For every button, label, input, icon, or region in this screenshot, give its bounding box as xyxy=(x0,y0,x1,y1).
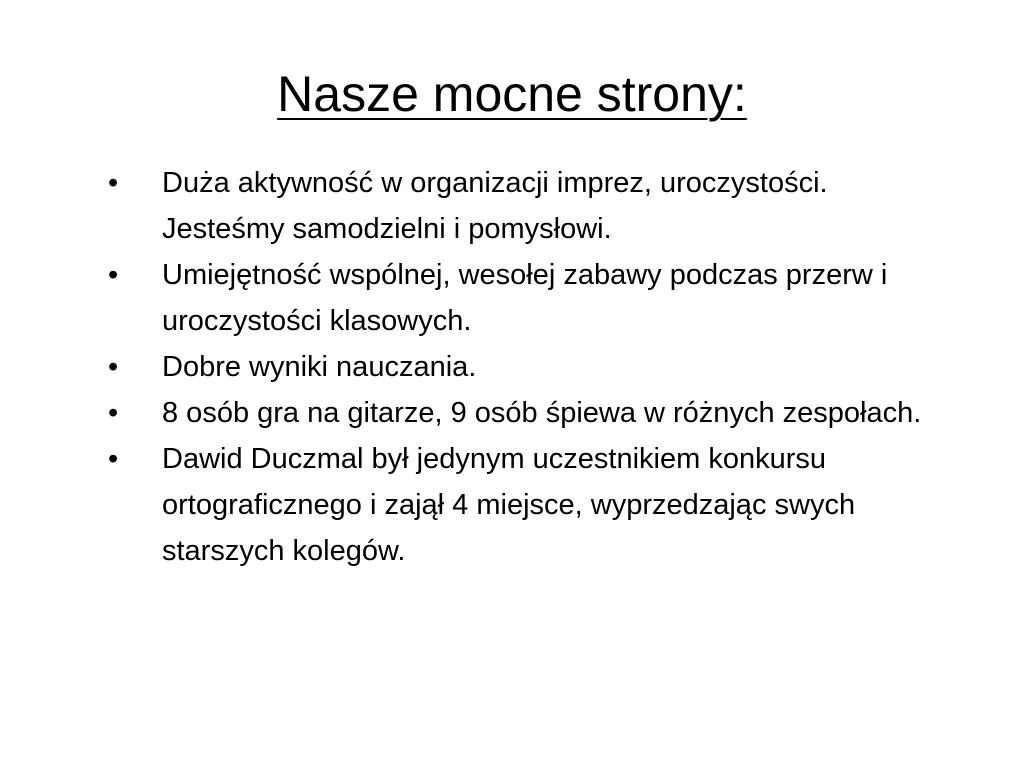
bullet-icon: • xyxy=(108,167,119,199)
bullet-icon: • xyxy=(108,351,119,383)
list-item-text: Duża aktywność w organizacji imprez, uroczystości. Jesteśmy samodzielni i pomysłowi. xyxy=(162,167,828,245)
list-item xyxy=(108,160,928,252)
list-item-text: Dobre wyniki nauczania. xyxy=(162,351,477,383)
list-item-text: Dawid Duczmal był jedynym uczestnikiem konkursu ortograficznego i zajął 4 miejsce, wyprzedzając swych starszych kolegów. xyxy=(162,443,856,567)
list-item xyxy=(108,390,928,436)
bullet-icon: • xyxy=(108,259,119,291)
bullet-icon: • xyxy=(108,397,119,429)
bullet-list xyxy=(108,160,928,574)
list-item-text: Umiejętność wspólnej, wesołej zabawy podczas przerw i uroczystości klasowych. xyxy=(162,259,888,337)
slide-title xyxy=(0,62,1024,126)
list-item xyxy=(108,252,928,344)
list-item xyxy=(108,344,928,390)
list-item-text: 8 osób gra na gitarze, 9 osób śpiewa w różnych zespołach. xyxy=(162,397,922,429)
list-item xyxy=(108,436,928,574)
bullet-icon: • xyxy=(108,443,119,475)
slide-title-text: Nasze mocne strony: xyxy=(277,66,747,122)
